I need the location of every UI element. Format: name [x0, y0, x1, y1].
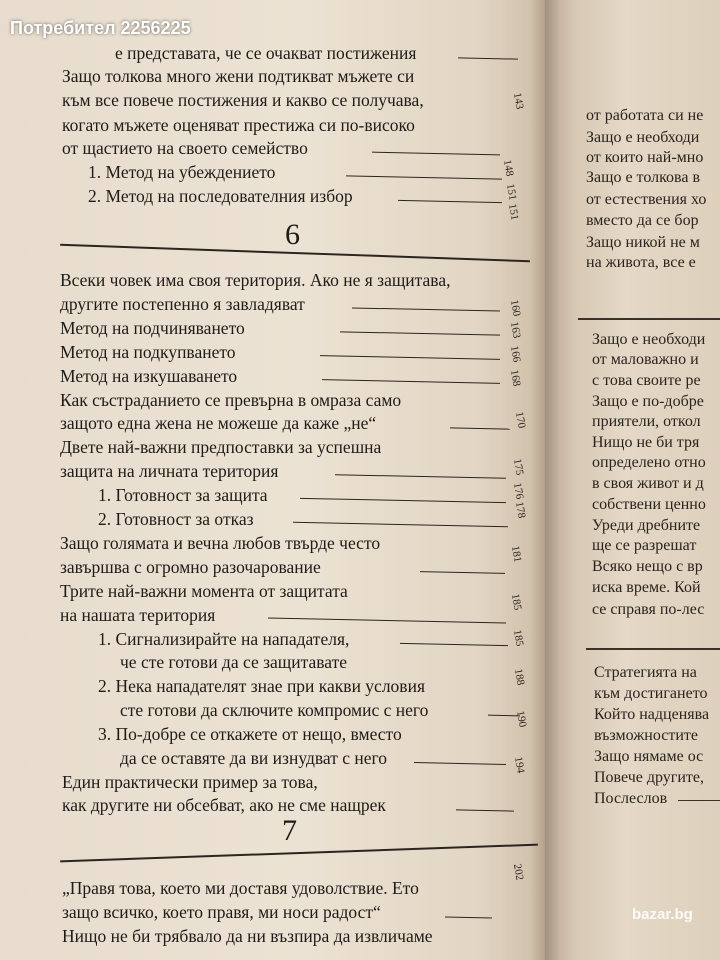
toc-entry: 2. Нека нападателят знае при какви условия	[98, 676, 425, 696]
toc-entry: другите постепенно я завладяват	[60, 294, 305, 314]
toc-entry: Как състраданието се превърна в омраза само	[60, 390, 402, 410]
right-page-line: се справя по-лес	[592, 601, 705, 618]
bazar-logo: bazar.bg	[632, 906, 693, 923]
toc-entry: че сте готови да се защитавате	[120, 652, 348, 672]
toc-entry: когато мъжете оценяват престижа си по-високо	[62, 115, 415, 135]
toc-entry: Защо толкова много жени подтикват мъжете си	[62, 66, 415, 86]
right-page-line: Защо никой не м	[586, 234, 700, 251]
toc-entry: Един практически пример за това,	[62, 772, 318, 792]
page-number: 176	[510, 481, 526, 501]
right-page-line: ще се разрешат	[592, 537, 697, 554]
toc-leader-line	[340, 331, 500, 335]
toc-leader-line	[320, 355, 500, 360]
page-number: 148	[500, 158, 516, 178]
page-number: 143	[510, 91, 526, 111]
toc-entry: 1. Метод на убеждението	[88, 162, 276, 182]
toc-leader-line	[420, 571, 505, 574]
toc-leader-line	[400, 643, 508, 646]
page-number: 175	[510, 457, 526, 477]
page-number: 151	[505, 202, 521, 222]
right-page-line: на живота, все е	[586, 254, 696, 271]
toc-entry: Трите най-важни момента от защитата	[60, 581, 348, 601]
right-page-line: Послеслов	[594, 790, 668, 807]
right-page-line: Защо е по-добре	[592, 393, 704, 410]
toc-leader-line	[322, 379, 500, 384]
page-number: 190	[513, 709, 529, 729]
right-page-line: Стратегията на	[594, 664, 697, 681]
right-page-line: вместо да се бор	[586, 212, 699, 229]
toc-leader-line	[293, 522, 508, 528]
toc-leader-line	[450, 427, 510, 429]
toc-entry: Метод на изкушаването	[60, 366, 238, 386]
toc-entry: завършва с огромно разочарование	[60, 557, 321, 577]
page-number: 185	[510, 628, 526, 648]
toc-entry: Нищо не би трябвало да ни възпира да извличаме	[62, 926, 433, 946]
user-watermark: Потребител 2256225	[10, 18, 191, 38]
page-number: 202	[510, 862, 526, 882]
section-rule	[586, 648, 720, 650]
toc-entry: как другите ни обсебват, ако не сме нащрек	[62, 795, 386, 815]
page-number: 181	[508, 544, 524, 564]
toc-entry: да се оставяте да ви изнудват с него	[120, 748, 388, 768]
toc-entry: Всеки човек има своя територия. Ако не я защитава,	[60, 270, 451, 290]
toc-leader-line	[300, 498, 506, 503]
toc-entry: 1. Сигнализирайте на нападателя,	[98, 629, 350, 649]
toc-entry: защо всичко, което правя, ми носи радост“	[62, 902, 381, 922]
page-number: 160	[507, 298, 523, 318]
right-page-line: Повече другите,	[594, 769, 705, 786]
page-number: 170	[512, 410, 528, 430]
toc-leader-line	[456, 809, 514, 811]
toc-leader-line	[414, 762, 506, 765]
right-page-line: Защо е необходи	[586, 129, 700, 146]
right-page-line: от маловажно и	[592, 351, 699, 368]
toc-leader-line	[372, 152, 500, 156]
page-number: 178	[512, 500, 528, 520]
toc-entry: 1. Готовност за защита	[98, 485, 268, 505]
right-page-line: Нищо не би тря	[592, 434, 700, 451]
right-page-line: приятели, откол	[592, 413, 701, 430]
right-page-line: Всяко нещо с вр	[592, 558, 703, 575]
right-page-line: собствени ценно	[592, 496, 706, 513]
right-page-line: към достигането	[594, 685, 708, 702]
right-page-line: Защо нямаме ос	[594, 748, 704, 765]
toc-entry: 3. По-добре се откажете от нещо, вместо	[98, 724, 402, 744]
toc-entry: е представата, че се очакват постижения	[115, 43, 417, 63]
right-page-line: възможностите	[594, 727, 699, 744]
page-number: 151	[503, 182, 519, 202]
toc-entry: защото една жена не можеше да каже „не“	[60, 413, 377, 433]
page-number: 188	[511, 667, 527, 687]
toc-leader-line	[346, 175, 502, 179]
toc-entry: Метод на подчиняването	[60, 318, 245, 338]
page-number: 166	[507, 344, 523, 364]
right-page-line: от работата си не	[586, 107, 704, 124]
chapter-number: 6	[285, 218, 300, 251]
right-page-line: иска време. Кой	[592, 579, 701, 596]
toc-leader-line	[352, 307, 500, 311]
toc-leader-line	[445, 917, 492, 919]
toc-entry: Двете най-важни предпоставки за успешна	[60, 437, 382, 457]
right-page-line: Уреди дребните	[592, 517, 701, 534]
page-number: 185	[508, 592, 524, 612]
toc-leader-line	[335, 474, 506, 479]
right-page-line: в своя живот и д	[592, 475, 704, 492]
right-page-line: Защо е необходи	[592, 331, 706, 348]
toc-entry: Метод на подкупването	[60, 342, 236, 362]
toc-leader-line	[398, 200, 502, 203]
toc-entry: „Правя това, което ми доставя удоволствие. Ето	[62, 878, 419, 898]
right-page-line: с това своите ре	[592, 372, 701, 389]
page-number: 168	[507, 368, 523, 388]
toc-entry: към все повече постижения и какво се получава,	[62, 90, 424, 110]
toc-entry: защита на личната територия	[60, 461, 279, 481]
toc-entry: от щастието на своето семейство	[62, 138, 308, 158]
section-rule	[60, 844, 538, 862]
toc-leader-line	[268, 618, 506, 624]
right-page-line: Защо е толкова в	[586, 169, 701, 186]
right-page-line: Който надценява	[594, 706, 710, 723]
toc-entry: на нашата територия	[60, 605, 216, 625]
page-number: 194	[511, 755, 527, 775]
toc-entry: Защо голямата и вечна любов твърде често	[60, 533, 381, 553]
chapter-number: 7	[282, 814, 297, 847]
right-page-line: от естествения хо	[586, 191, 707, 208]
toc-leader-line	[678, 800, 720, 801]
toc-entry: 2. Готовност за отказ	[98, 509, 254, 529]
right-page-line: от които най-мно	[586, 149, 704, 166]
toc-leader-line	[458, 57, 518, 59]
right-page-line: определено отно	[592, 454, 706, 471]
toc-entry: сте готови да сключите компромис с него	[120, 700, 429, 720]
page-number: 163	[507, 320, 523, 340]
toc-entry: 2. Метод на последователния избор	[88, 186, 353, 206]
section-rule	[578, 318, 720, 320]
